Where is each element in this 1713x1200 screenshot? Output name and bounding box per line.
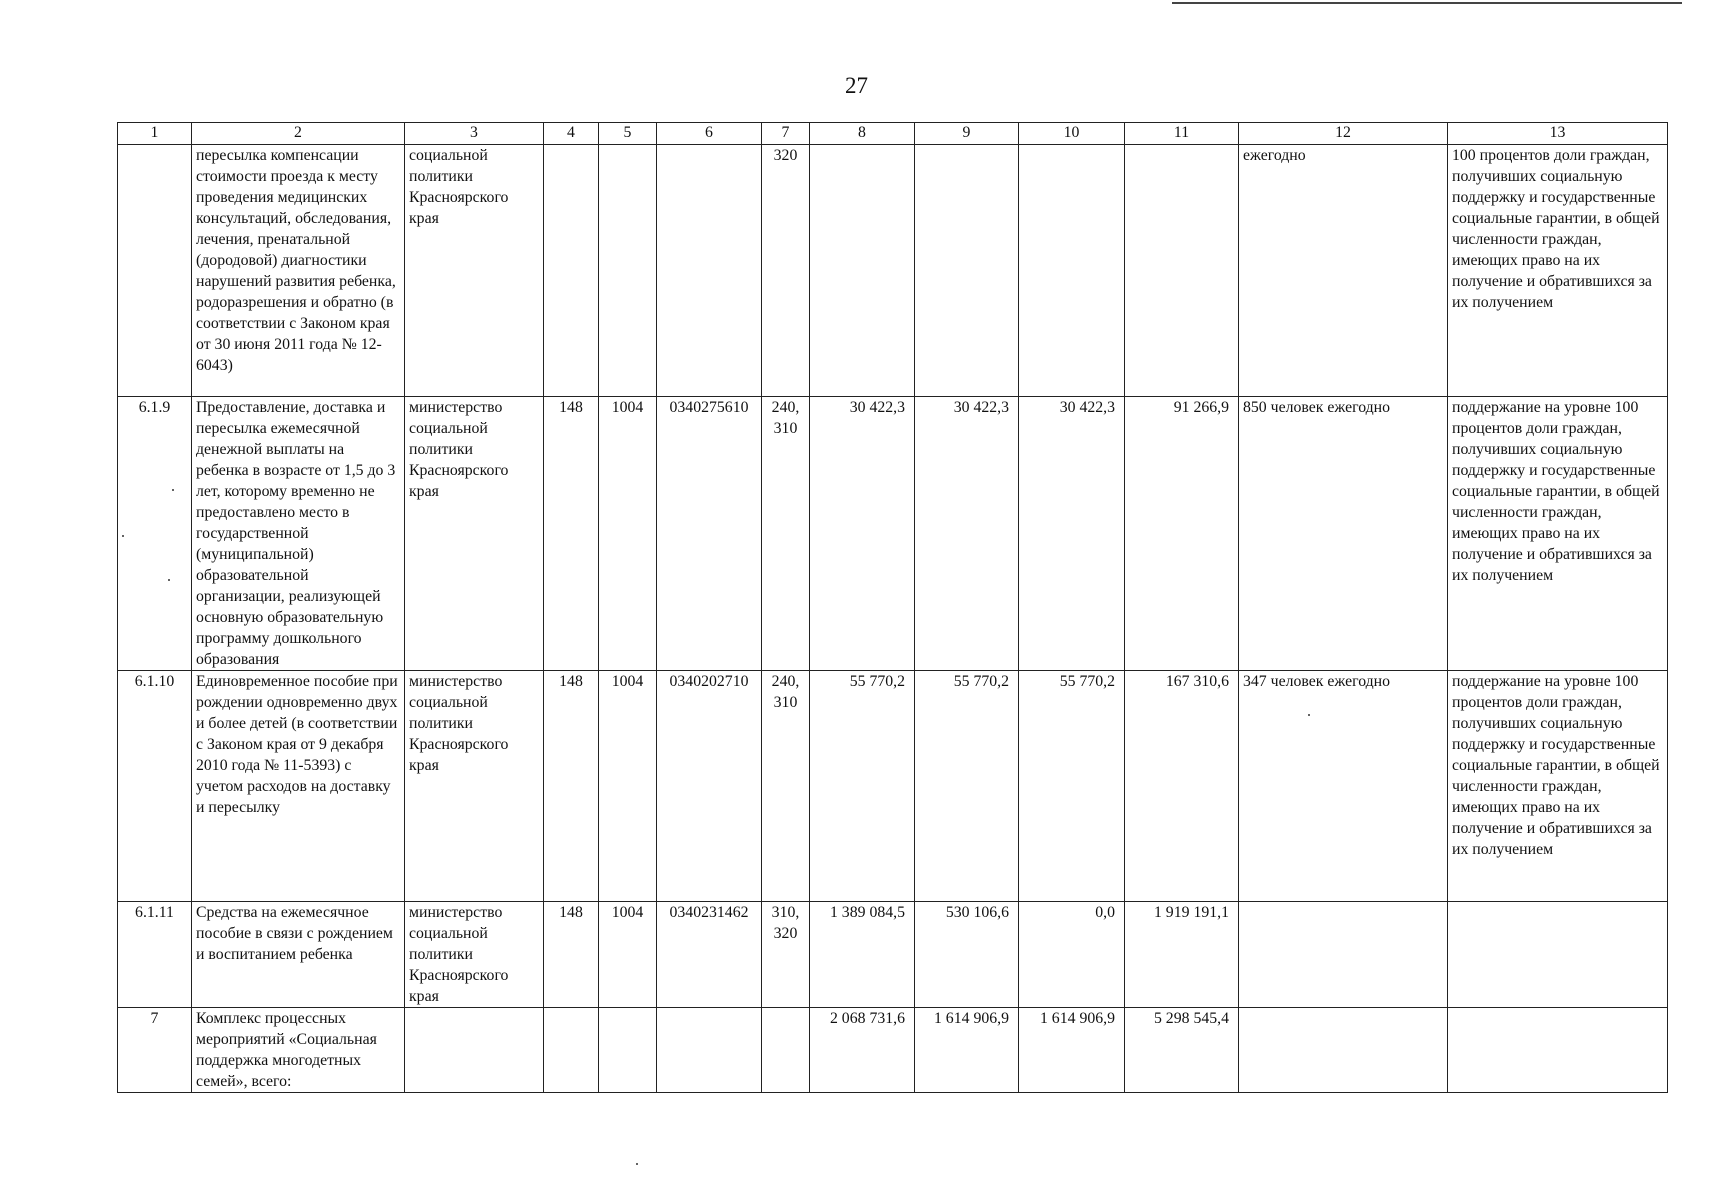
header-cell: 13: [1448, 123, 1668, 145]
cell-col-6: [657, 1008, 762, 1093]
cell-col-8: 55 770,2: [810, 671, 915, 902]
cell-col-10: 30 422,3: [1019, 397, 1125, 671]
activity-name: Единовременное пособие при рождении одновременно двух и более детей (в соответствии с Законом края от 9 декабря 2010 года № 11-5393) с учетом расходов на доставку и пересылку: [192, 671, 405, 902]
scan-speck: [168, 579, 170, 581]
row-number: 6.1.11: [118, 902, 192, 1008]
program-table: [117, 122, 1668, 1093]
header-cell: 2: [192, 123, 405, 145]
cell-col-4: 148: [544, 902, 599, 1008]
cell-col-11: [1125, 145, 1239, 397]
cell-col-8: 2 068 731,6: [810, 1008, 915, 1093]
cell-col-9: 530 106,6: [915, 902, 1019, 1008]
table-row: [118, 145, 1668, 397]
cell-col-6: 0340275610: [657, 397, 762, 671]
cell-col-12: 850 человек ежегодно: [1239, 397, 1448, 671]
cell-col-4: [544, 1008, 599, 1093]
header-cell: 3: [405, 123, 544, 145]
page-number: 27: [845, 73, 868, 98]
responsible-org: социальной политики Красноярского края: [405, 145, 544, 397]
cell-col-7: [762, 1008, 810, 1093]
row-number: [118, 145, 192, 397]
cell-col-13: [1448, 1008, 1668, 1093]
cell-col-7: 320: [762, 145, 810, 397]
responsible-org: министерство социальной политики Красноярского края: [405, 671, 544, 902]
header-cell: 10: [1019, 123, 1125, 145]
cell-col-12: [1239, 1008, 1448, 1093]
row-number: 7: [118, 1008, 192, 1093]
cell-col-10: 55 770,2: [1019, 671, 1125, 902]
cell-col-12: 347 человек ежегодно: [1239, 671, 1448, 902]
table-row: [118, 902, 1668, 1008]
responsible-org: министерство социальной политики Красноярского края: [405, 902, 544, 1008]
scan-speck: [1308, 714, 1310, 716]
cell-col-4: 148: [544, 397, 599, 671]
cell-col-11: 1 919 191,1: [1125, 902, 1239, 1008]
cell-col-12: [1239, 902, 1448, 1008]
top-rule: [1172, 2, 1682, 4]
cell-col-11: 91 266,9: [1125, 397, 1239, 671]
cell-col-8: 1 389 084,5: [810, 902, 915, 1008]
scan-speck: [172, 489, 174, 491]
cell-col-6: [657, 145, 762, 397]
row-number: 6.1.9: [118, 397, 192, 671]
table-row: [118, 1008, 1668, 1093]
header-cell: 5: [599, 123, 657, 145]
table-header-row: [118, 123, 1668, 145]
cell-col-9: 30 422,3: [915, 397, 1019, 671]
activity-name: Комплекс процессных мероприятий «Социальная поддержка многодетных семей», всего:: [192, 1008, 405, 1093]
cell-col-5: 1004: [599, 902, 657, 1008]
scan-speck: [122, 535, 124, 537]
cell-col-8: [810, 145, 915, 397]
cell-col-6: 0340202710: [657, 671, 762, 902]
cell-col-7: 240, 310: [762, 397, 810, 671]
header-cell: 7: [762, 123, 810, 145]
cell-col-10: 0,0: [1019, 902, 1125, 1008]
cell-col-5: [599, 145, 657, 397]
cell-col-5: 1004: [599, 671, 657, 902]
header-cell: 4: [544, 123, 599, 145]
cell-col-9: 55 770,2: [915, 671, 1019, 902]
header-cell: 9: [915, 123, 1019, 145]
cell-col-13: 100 процентов доли граждан, получивших социальную поддержку и государственные социальные гарантии, в общей численности граждан, имеющих право на их получение и обратившихся за их получением: [1448, 145, 1668, 397]
cell-col-8: 30 422,3: [810, 397, 915, 671]
cell-col-10: 1 614 906,9: [1019, 1008, 1125, 1093]
responsible-org: министерство социальной политики Красноярского края: [405, 397, 544, 671]
cell-col-5: [599, 1008, 657, 1093]
cell-col-4: [544, 145, 599, 397]
header-cell: 12: [1239, 123, 1448, 145]
row-number: 6.1.10: [118, 671, 192, 902]
cell-col-7: 310, 320: [762, 902, 810, 1008]
table-row: [118, 397, 1668, 671]
cell-col-12: ежегодно: [1239, 145, 1448, 397]
cell-col-4: 148: [544, 671, 599, 902]
cell-col-10: [1019, 145, 1125, 397]
cell-col-13: поддержание на уровне 100 процентов доли граждан, получивших социальную поддержку и государственные социальные гарантии, в общей численности граждан, имеющих право на их получение и обратившихся за их получением: [1448, 397, 1668, 671]
cell-col-11: 5 298 545,4: [1125, 1008, 1239, 1093]
cell-col-9: [915, 145, 1019, 397]
activity-name: Предоставление, доставка и пересылка ежемесячной денежной выплаты на ребенка в возрасте от 1,5 до 3 лет, которому временно не предоставлено место в государственной (муниципальной) образовательной организации, реализующей основную образовательную программу дошкольного образования: [192, 397, 405, 671]
cell-col-11: 167 310,6: [1125, 671, 1239, 902]
responsible-org: [405, 1008, 544, 1093]
header-cell: 11: [1125, 123, 1239, 145]
header-cell: 8: [810, 123, 915, 145]
table-row: [118, 671, 1668, 902]
cell-col-13: [1448, 902, 1668, 1008]
header-cell: 6: [657, 123, 762, 145]
cell-col-5: 1004: [599, 397, 657, 671]
cell-col-6: 0340231462: [657, 902, 762, 1008]
header-cell: 1: [118, 123, 192, 145]
cell-col-13: поддержание на уровне 100 процентов доли граждан, получивших социальную поддержку и государственные социальные гарантии, в общей численности граждан, имеющих право на их получение и обратившихся за их получением: [1448, 671, 1668, 902]
activity-name: пересылка компенсации стоимости проезда к месту проведения медицинских консультаций, обследования, лечения, пренатальной (дородовой) диагностики нарушений развития ребенка, родоразрешения и обратно (в соответствии с Законом края от 30 июня 2011 года № 12-6043): [192, 145, 405, 397]
cell-col-9: 1 614 906,9: [915, 1008, 1019, 1093]
activity-name: Средства на ежемесячное пособие в связи с рождением и воспитанием ребенка: [192, 902, 405, 1008]
cell-col-7: 240, 310: [762, 671, 810, 902]
scan-speck: [636, 1163, 638, 1165]
